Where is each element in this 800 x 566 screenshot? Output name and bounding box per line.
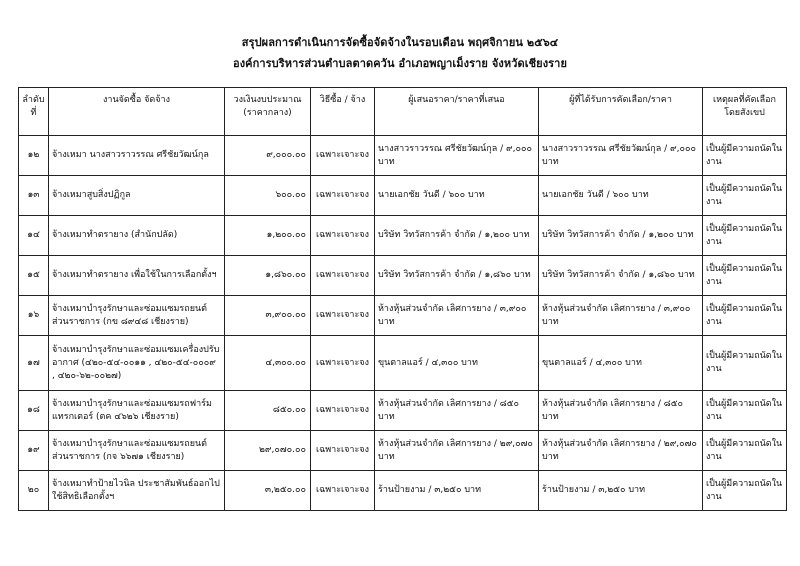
- selected-vendor-price: บริษัท วิทวัสการค้า จำกัด / ๑,๘๖๐ บาท: [539, 256, 703, 296]
- work-description: จ้างเหมาบำรุงรักษาและซ่อมแซมรถยนต์ส่วนราชการ (กจ ๖๖๗๑ เชียงราย): [49, 431, 225, 471]
- work-description: จ้างเหมาบำรุงรักษาและซ่อมแซมรถฟาร์มแทรกเตอร์ (ตค ๔๖๒๖ เชียงราย): [49, 391, 225, 431]
- bidder-price: ขุนตาลแอร์ / ๔,๓๐๐ บาท: [375, 336, 539, 391]
- selected-vendor-price: บริษัท วิทวัสการค้า จำกัด / ๑,๒๐๐ บาท: [539, 216, 703, 256]
- header-winner: ผู้ที่ได้รับการคัดเลือก/ราคา: [539, 88, 703, 136]
- bidder-price: นายเอกชัย วันดี / ๖๐๐ บาท: [375, 176, 539, 216]
- procurement-method: เฉพาะเจาะจง: [311, 431, 375, 471]
- budget-amount: ๖๐๐.๐๐: [225, 176, 311, 216]
- selected-vendor-price: ห้างหุ้นส่วนจำกัด เลิศการยาง / ๒๙,๐๗๐ บาท: [539, 431, 703, 471]
- table-row: [19, 471, 787, 511]
- bidder-price: ห้างหุ้นส่วนจำกัด เลิศการยาง / ๒๙,๐๗๐ บาท: [375, 431, 539, 471]
- bidder-price: บริษัท วิทวัสการค้า จำกัด / ๑,๘๖๐ บาท: [375, 256, 539, 296]
- procurement-method: เฉพาะเจาะจง: [311, 176, 375, 216]
- bidder-price: นางสาวราวรรณ ศรีชัยวัฒน์กุล / ๙,๐๐๐ บาท: [375, 136, 539, 176]
- selected-vendor-price: ร้านป้ายงาม / ๓,๒๕๐ บาท: [539, 471, 703, 511]
- row-number: ๑๒: [19, 136, 49, 176]
- header-method: วิธีซื้อ / จ้าง: [311, 88, 375, 136]
- selection-reason: เป็นผู้มีความถนัดในงาน: [703, 256, 787, 296]
- header-bidders: ผู้เสนอราคา/ราคาที่เสนอ: [375, 88, 539, 136]
- header-budget: วงเงินงบประมาณ (ราคากลาง): [225, 88, 311, 136]
- table-row: [19, 336, 787, 391]
- selected-vendor-price: ห้างหุ้นส่วนจำกัด เลิศการยาง / ๓,๙๐๐ บาท: [539, 296, 703, 336]
- table-header-row: [19, 88, 787, 136]
- header-reason: เหตุผลที่คัดเลือกโดยสังเขป: [703, 88, 787, 136]
- table-row: [19, 431, 787, 471]
- header-no: ลำดับที่: [19, 88, 49, 136]
- selected-vendor-price: ห้างหุ้นส่วนจำกัด เลิศการยาง / ๘๕๐ บาท: [539, 391, 703, 431]
- selection-reason: เป็นผู้มีความถนัดในงาน: [703, 216, 787, 256]
- budget-amount: ๘๕๐.๐๐: [225, 391, 311, 431]
- row-number: ๑๙: [19, 431, 49, 471]
- procurement-method: เฉพาะเจาะจง: [311, 391, 375, 431]
- procurement-method: เฉพาะเจาะจง: [311, 256, 375, 296]
- row-number: ๑๗: [19, 336, 49, 391]
- procurement-method: เฉพาะเจาะจง: [311, 296, 375, 336]
- work-description: จ้างเหมาสูบสิ่งปฏิกูล: [49, 176, 225, 216]
- row-number: ๑๘: [19, 391, 49, 431]
- procurement-method: เฉพาะเจาะจง: [311, 336, 375, 391]
- row-number: ๑๔: [19, 216, 49, 256]
- row-number: ๑๓: [19, 176, 49, 216]
- selected-vendor-price: ขุนตาลแอร์ / ๔,๓๐๐ บาท: [539, 336, 703, 391]
- procurement-method: เฉพาะเจาะจง: [311, 216, 375, 256]
- bidder-price: ร้านป้ายงาม / ๓,๒๕๐ บาท: [375, 471, 539, 511]
- header-work: งานจัดซื้อ จัดจ้าง: [49, 88, 225, 136]
- table-row: [19, 256, 787, 296]
- table-row: [19, 296, 787, 336]
- bidder-price: ห้างหุ้นส่วนจำกัด เลิศการยาง / ๓,๙๐๐ บาท: [375, 296, 539, 336]
- selected-vendor-price: นายเอกชัย วันดี / ๖๐๐ บาท: [539, 176, 703, 216]
- table-row: [19, 176, 787, 216]
- selection-reason: เป็นผู้มีความถนัดในงาน: [703, 136, 787, 176]
- budget-amount: ๑,๒๐๐.๐๐: [225, 216, 311, 256]
- selection-reason: เป็นผู้มีความถนัดในงาน: [703, 336, 787, 391]
- bidder-price: บริษัท วิทวัสการค้า จำกัด / ๑,๒๐๐ บาท: [375, 216, 539, 256]
- work-description: จ้างเหมาทำตรายาง เพื่อใช้ในการเลือกตั้งฯ: [49, 256, 225, 296]
- row-number: ๑๕: [19, 256, 49, 296]
- selection-reason: เป็นผู้มีความถนัดในงาน: [703, 471, 787, 511]
- budget-amount: ๓,๙๐๐.๐๐: [225, 296, 311, 336]
- budget-amount: ๒๙,๐๗๐.๐๐: [225, 431, 311, 471]
- selection-reason: เป็นผู้มีความถนัดในงาน: [703, 176, 787, 216]
- budget-amount: ๔,๓๐๐.๐๐: [225, 336, 311, 391]
- budget-amount: ๙,๐๐๐.๐๐: [225, 136, 311, 176]
- selection-reason: เป็นผู้มีความถนัดในงาน: [703, 431, 787, 471]
- selection-reason: เป็นผู้มีความถนัดในงาน: [703, 391, 787, 431]
- table-row: [19, 136, 787, 176]
- organization-subtitle: องค์การบริหารส่วนตำบลตาดควัน อำเภอพญาเม็งราย จังหวัดเชียงราย: [232, 57, 567, 70]
- row-number: ๒๐: [19, 471, 49, 511]
- bidder-price: ห้างหุ้นส่วนจำกัด เลิศการยาง / ๘๕๐ บาท: [375, 391, 539, 431]
- work-description: จ้างเหมาบำรุงรักษาและซ่อมแซมรถยนต์ส่วนราชการ (กข ๘๙๔๘ เชียงราย): [49, 296, 225, 336]
- selected-vendor-price: นางสาวราวรรณ ศรีชัยวัฒน์กุล / ๙,๐๐๐ บาท: [539, 136, 703, 176]
- page-title: สรุปผลการดำเนินการจัดซื้อจัดจ้างในรอบเดือน พฤศจิกายน ๒๕๖๔: [241, 36, 559, 49]
- work-description: จ้างเหมาทำป้ายไวนิล ประชาสัมพันธ์ออกไปใช้สิทธิเลือกตั้งฯ: [49, 471, 225, 511]
- selection-reason: เป็นผู้มีความถนัดในงาน: [703, 296, 787, 336]
- budget-amount: ๓,๒๕๐.๐๐: [225, 471, 311, 511]
- procurement-method: เฉพาะเจาะจง: [311, 471, 375, 511]
- table-row: [19, 391, 787, 431]
- procurement-method: เฉพาะเจาะจง: [311, 136, 375, 176]
- row-number: ๑๖: [19, 296, 49, 336]
- work-description: จ้างเหมาทำตรายาง (สำนักปลัด): [49, 216, 225, 256]
- work-description: จ้างเหมาบำรุงรักษาและซ่อมแซมเครื่องปรับอากาศ (๔๒๐-๕๔-๐๐๑๑ , ๔๒๐-๕๔-๐๐๐๙ , ๔๒๐-๖๒-๐๐๒๗): [49, 336, 225, 391]
- procurement-table: [18, 87, 787, 511]
- work-description: จ้างเหมา นางสาวราวรรณ ศรีชัยวัฒน์กุล: [49, 136, 225, 176]
- table-row: [19, 216, 787, 256]
- budget-amount: ๑,๘๖๐.๐๐: [225, 256, 311, 296]
